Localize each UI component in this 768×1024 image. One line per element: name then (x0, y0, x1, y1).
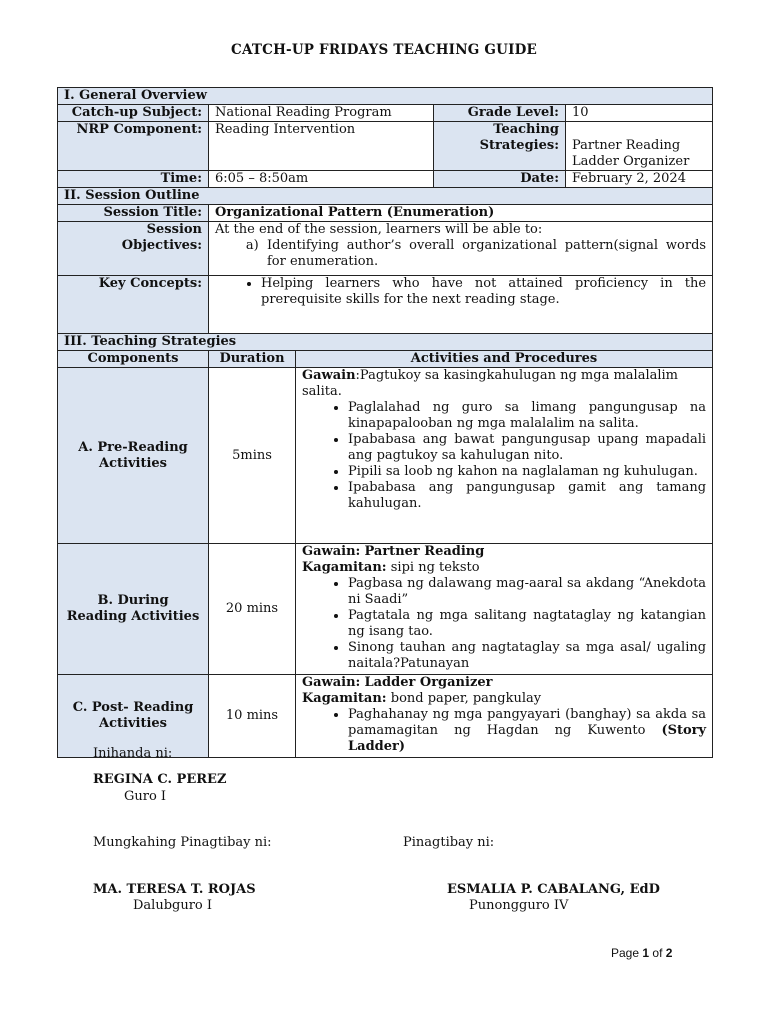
kagamitan-line (302, 691, 706, 707)
list-item-text: Paghahanay ng mga pangyayari (banghay) sa akda sa pamamagitan ng Hagdan ng Kuwento (348, 707, 707, 738)
recommended-by-title: Dalubguro I (133, 898, 213, 913)
subject-label: Catch-up Subject: (58, 105, 209, 122)
session-title-label: Session Title: (58, 205, 209, 222)
page-total: 2 (665, 946, 673, 960)
component-label: NRP Component: (58, 122, 209, 171)
key-concepts-label: Key Concepts: (58, 276, 209, 334)
kagamitan-label: Kagamitan: (302, 691, 387, 706)
strategies-value (566, 122, 713, 171)
table-row (58, 368, 713, 544)
strategies-value-line2: Ladder Organizer (572, 154, 690, 169)
list-item: • Pagbasa ng dalawang mag-aaral sa akdang “Anekdota ni Saadi” (348, 576, 706, 608)
page-word: Page (611, 946, 640, 960)
gawain-line (302, 675, 706, 691)
document-title: CATCH-UP FRIDAYS TEACHING GUIDE (231, 42, 537, 58)
list-item (348, 707, 706, 755)
section-session-outline: II. Session Outline (58, 188, 713, 205)
gawain-line (302, 544, 706, 560)
date-value: February 2, 2024 (566, 171, 713, 188)
grade-label: Grade Level: (434, 105, 566, 122)
subject-value: National Reading Program (209, 105, 434, 122)
col-components: Components (58, 351, 209, 368)
gawain-label: Gawain: (302, 675, 361, 690)
col-duration: Duration (209, 351, 296, 368)
objectives-cell (209, 222, 713, 276)
strategies-value-line1: Partner Reading (572, 138, 681, 153)
time-label: Time: (58, 171, 209, 188)
duration-pre-reading: 5mins (209, 368, 296, 544)
key-concepts-list (215, 276, 706, 308)
list-item: • Paglalahad ng guro sa limang pangungusap na kinapapalooban ng mga malalalim na salita. (348, 400, 706, 432)
prepared-by-label: Inihanda ni: (93, 746, 173, 761)
page-number (611, 946, 672, 960)
recommended-by-label: Mungkahing Pinagtibay ni: (93, 835, 272, 850)
session-title-value: Organizational Pattern (Enumeration) (209, 205, 713, 222)
component-line1: B. During (97, 593, 169, 608)
list-item: • Pagtatala ng mga salitang nagtataglay ng katangian ng isang tao. (348, 608, 706, 640)
prepared-by-name: REGINA C. PEREZ (93, 772, 227, 787)
key-concept-item: • Helping learners who have not attained proficiency in the prerequisite skills for the next reading stage. (261, 276, 706, 308)
list-item: • Ipababasa ang bawat pangungusap upang mapadali ang pagtukoy sa kahulugan nito. (348, 432, 706, 464)
activities-during-reading (296, 544, 713, 675)
approved-by-label: Pinagtibay ni: (403, 835, 495, 850)
duration-post-reading: 10 mins (209, 675, 296, 758)
strategies-label-line1: Teaching (493, 122, 559, 137)
date-label: Date: (434, 171, 566, 188)
key-concepts-cell (209, 276, 713, 334)
page-current: 1 (642, 946, 650, 960)
component-line2: Activities (99, 716, 167, 731)
gawain-label: Gawain (302, 368, 356, 383)
component-line2: Activities (99, 455, 167, 471)
strategies-label-line2: Strategies: (479, 138, 559, 153)
gawain-value: :Pagtukoy sa kasingkahulugan ng mga malalalim salita. (302, 368, 679, 399)
prepared-by-title: Guro I (124, 789, 167, 804)
strategies-label (434, 122, 566, 171)
list-item-bold: (Story Ladder) (348, 723, 707, 754)
objectives-label-line1: Session (146, 222, 202, 237)
list-item: • Pipili sa loob ng kahon na naglalaman ng kuhulugan. (348, 464, 706, 480)
section-teaching-strategies: III. Teaching Strategies (58, 334, 713, 351)
gawain-line (302, 368, 706, 400)
approved-by-title: Punongguro IV (469, 898, 569, 913)
objectives-label (58, 222, 209, 276)
page-of: of (652, 946, 663, 960)
activities-pre-reading (296, 368, 713, 544)
objective-item: a. Identifying author’s overall organizational pattern(signal words for enumeration. (267, 238, 706, 270)
recommended-by-name: MA. TERESA T. ROJAS (93, 882, 256, 897)
objectives-label-line2: Objectives: (121, 238, 202, 253)
component-during-reading (58, 544, 209, 675)
grade-value: 10 (566, 105, 713, 122)
time-value: 6:05 – 8:50am (209, 171, 434, 188)
kagamitan-line (302, 560, 706, 576)
kagamitan-value: sipi ng teksto (390, 560, 480, 575)
component-pre-reading (58, 368, 209, 544)
component-line1: C. Post- Reading (72, 700, 194, 715)
table-row (58, 544, 713, 675)
component-line2: Reading Activities (66, 609, 200, 624)
component-value: Reading Intervention (209, 122, 434, 171)
approved-by-name: ESMALIA P. CABALANG, EdD (447, 882, 660, 897)
teaching-guide-table (57, 87, 713, 758)
list-item: • Sinong tauhan ang nagtataglay sa mga asal/ ugaling naitala?Patunayan (348, 640, 706, 672)
gawain-label: Gawain: (302, 544, 361, 559)
gawain-value: Ladder Organizer (364, 675, 493, 690)
activities-post-reading (296, 675, 713, 758)
list-item: • Ipababasa ang pangungusap gamit ang tamang kahulugan. (348, 480, 706, 512)
activities-list (302, 576, 706, 672)
kagamitan-value: bond paper, pangkulay (390, 691, 542, 706)
col-activities: Activities and Procedures (296, 351, 713, 368)
objectives-intro: At the end of the session, learners will be able to: (215, 222, 543, 237)
section-general-overview: I. General Overview (58, 88, 713, 105)
component-line1: A. Pre-Reading (78, 439, 188, 455)
gawain-value: Partner Reading (364, 544, 485, 559)
activities-list (302, 400, 706, 512)
activities-list (302, 707, 706, 755)
objectives-list (215, 238, 706, 270)
duration-during-reading: 20 mins (209, 544, 296, 675)
kagamitan-label: Kagamitan: (302, 560, 387, 575)
